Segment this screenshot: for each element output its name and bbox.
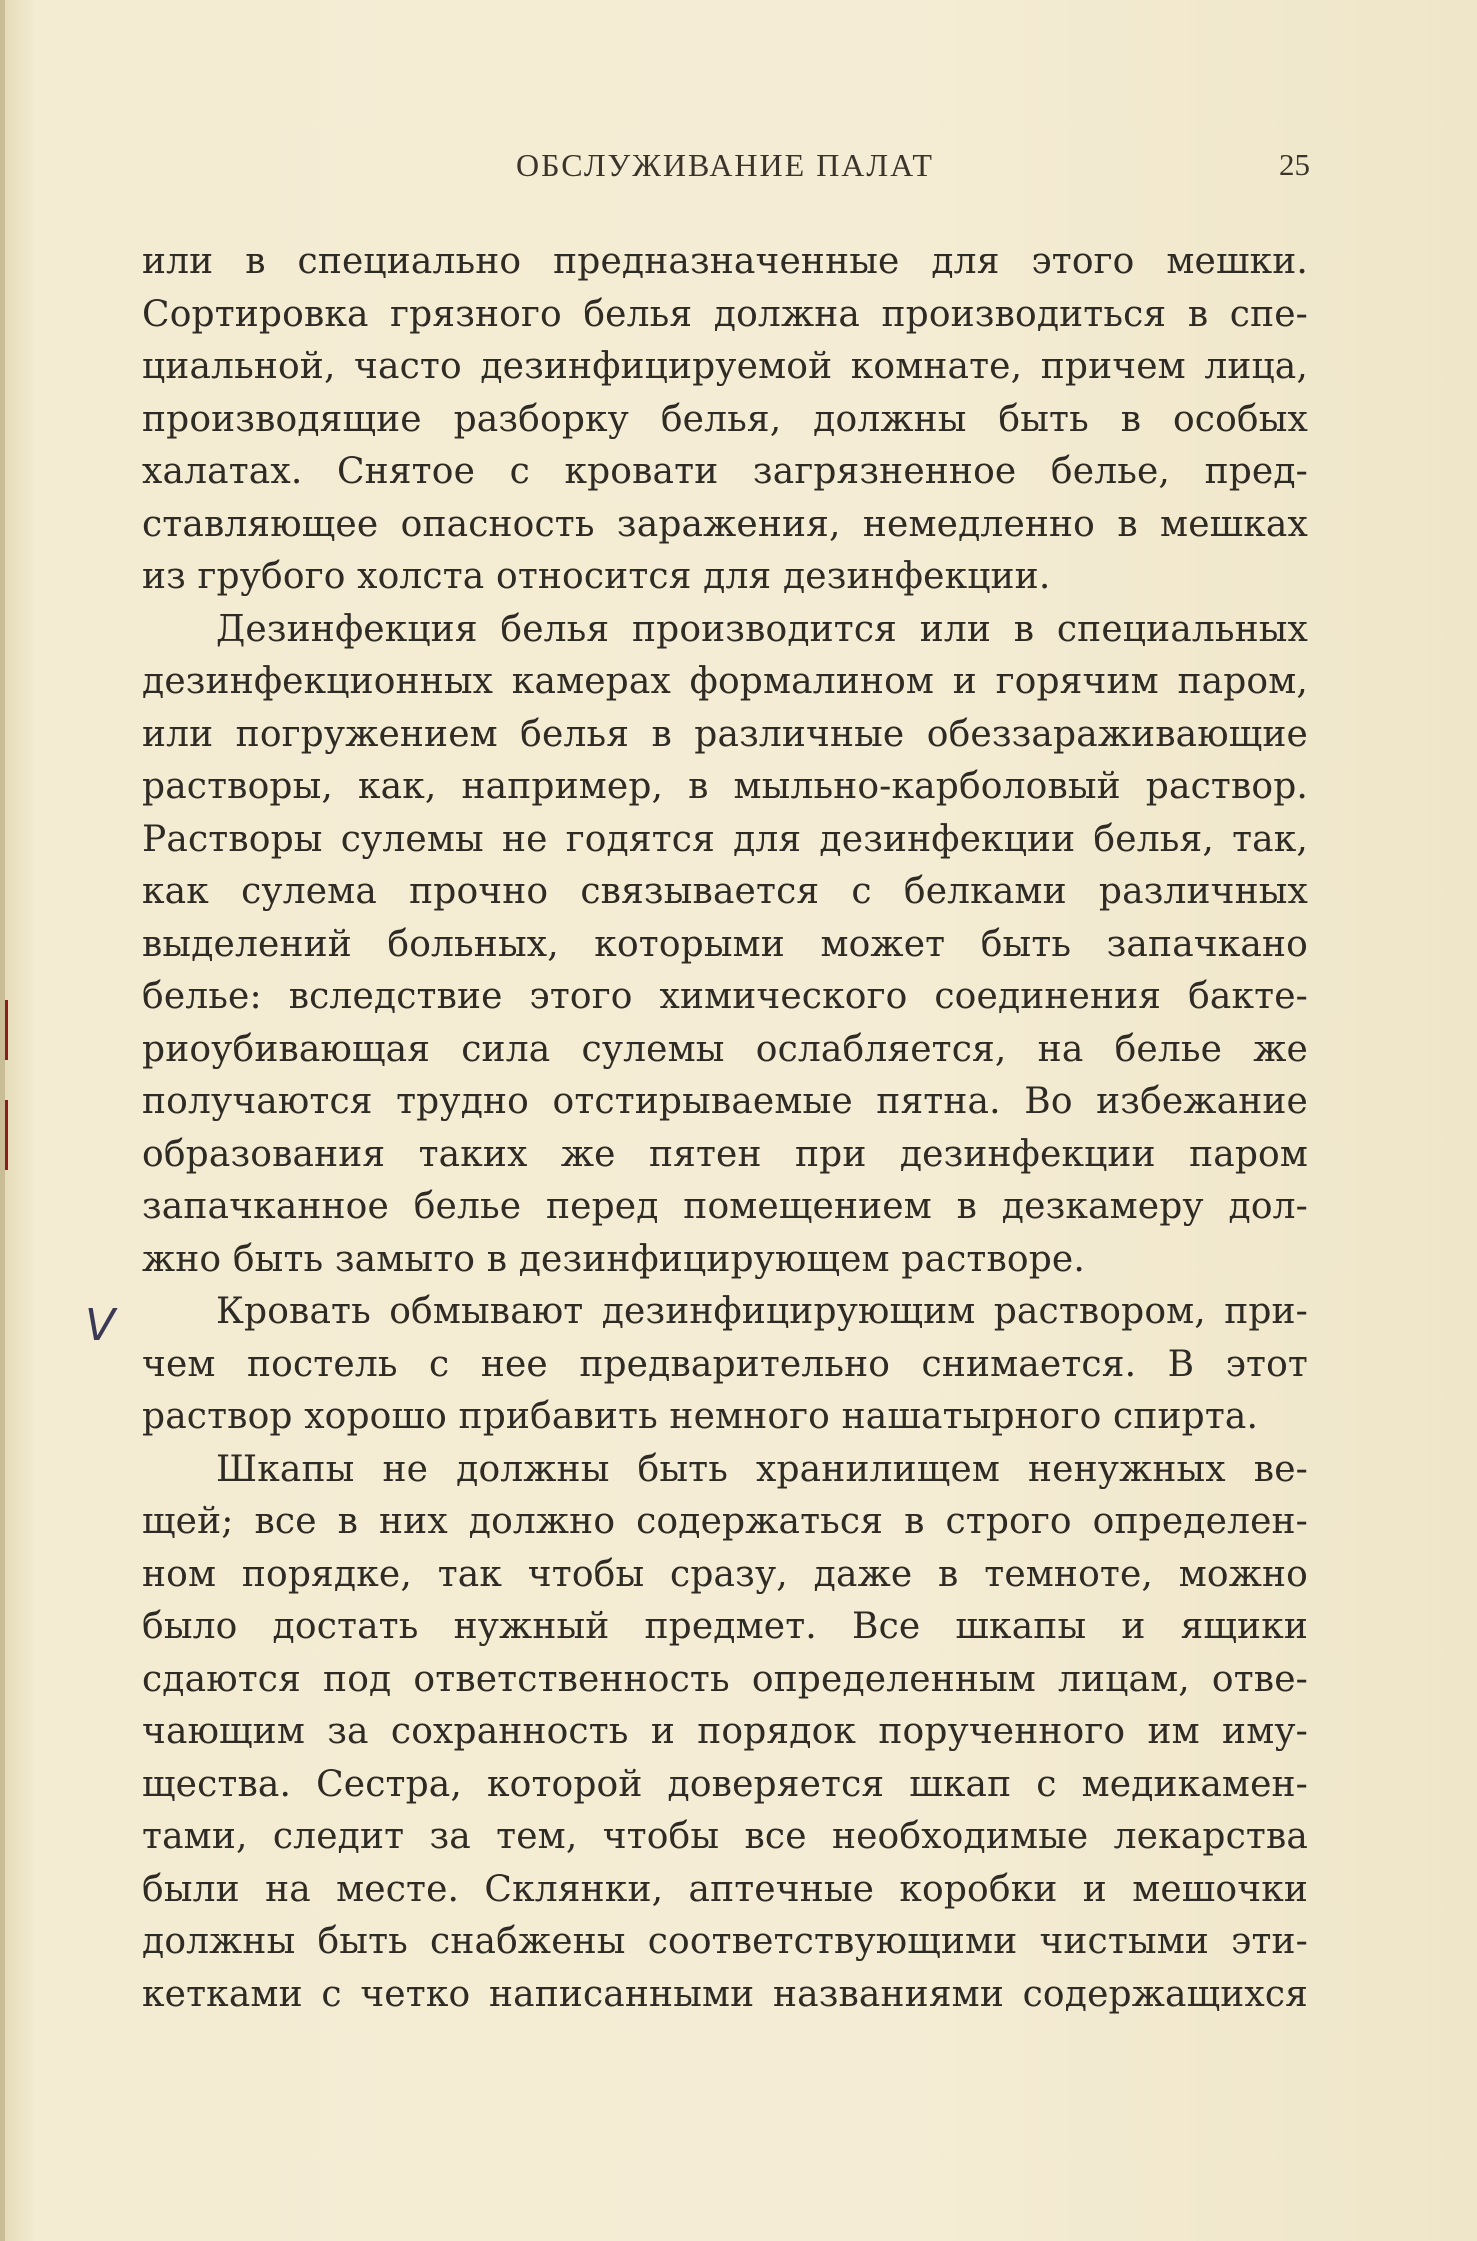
text-line: из грубого холста относится для дезинфекции. [142,556,1051,597]
text-line: или погружением белья в различные обеззараживающие [142,713,1308,755]
text-line: производящие разборку белья, должны быть в особых [142,398,1308,440]
text-line: кетками с четко написанными названиями содержащихся [142,1973,1308,2015]
text-line: тами, следит за тем, чтобы все необходимые лекарства [142,1816,1308,1857]
text-line: циальной, часто дезинфицируемой комнате, причем лица, [142,346,1308,387]
text-line: жно быть замыто в дезинфицирующем растворе. [142,1238,1085,1280]
edge-mark-upper [5,1000,8,1060]
text-line: риоубивающая сила сулемы ослабляется, на белье же [142,1028,1308,1070]
text-line: халатах. Снятое с кровати загрязненное белье, пред- [142,451,1308,492]
text-line: должны быть снабжены соответствующими чистыми эти- [142,1921,1308,1962]
text-line: Дезинфекция белья производится или в специальных [216,608,1308,650]
text-line: чем постель с нее предварительно снимается. В этот [142,1343,1308,1385]
text-line: или в специально предназначенные для этого мешки. [142,241,1308,282]
body-text [142,236,1308,2021]
page-number: 25 [1279,147,1310,182]
text-line: раствор хорошо прибавить немного нашатырного спирта. [142,1396,1259,1437]
text-line: белье: вследствие этого химического соединения бакте- [142,976,1308,1017]
text-line: ставляющее опасность заражения, немедленно в мешках [142,503,1308,545]
text-line: дезинфекционных камерах формалином и горячим паром, [142,661,1308,702]
text-line: Кровать обмывают дезинфицирующим раствором, при- [216,1291,1308,1332]
handwritten-check-mark: V [85,1300,116,1351]
text-line: получаются трудно отстирываемые пятна. Во избежание [142,1081,1308,1122]
text-line: были на месте. Склянки, аптечные коробки и мешочки [142,1868,1308,1910]
text-line: щества. Сестра, которой доверяется шкап с медикамен- [142,1763,1308,1805]
text-line: чающим за сохранность и порядок порученного им иму- [142,1711,1308,1752]
text-line: растворы, как, например, в мыльно-карболовый раствор. [142,766,1308,807]
running-title: ОБСЛУЖИВАНИЕ ПАЛАТ [516,147,934,183]
text-line: Сортировка грязного белья должна производиться в спе- [142,293,1308,335]
text-line: ном порядке, так чтобы сразу, даже в темноте, можно [142,1553,1308,1595]
text-line: сдаются под ответственность определенным лицам, отве- [142,1658,1308,1700]
text-line: Шкапы не должны быть хранилищем ненужных ве- [216,1448,1308,1490]
text-line: Растворы сулемы не годятся для дезинфекции белья, так, [142,818,1308,860]
text-line: как сулема прочно связывается с белками различных [142,871,1308,912]
edge-mark-lower [5,1100,8,1170]
text-line: образования таких же пятен при дезинфекции паром [142,1133,1308,1175]
page-header [140,147,1310,187]
text-line: запачканное белье перед помещением в дезкамеру дол- [142,1186,1308,1227]
text-line: было достать нужный предмет. Все шкапы и ящики [142,1606,1308,1647]
text-line: щей; все в них должно содержаться в строго определен- [142,1501,1308,1542]
text-line: выделений больных, которыми может быть запачкано [142,923,1308,965]
